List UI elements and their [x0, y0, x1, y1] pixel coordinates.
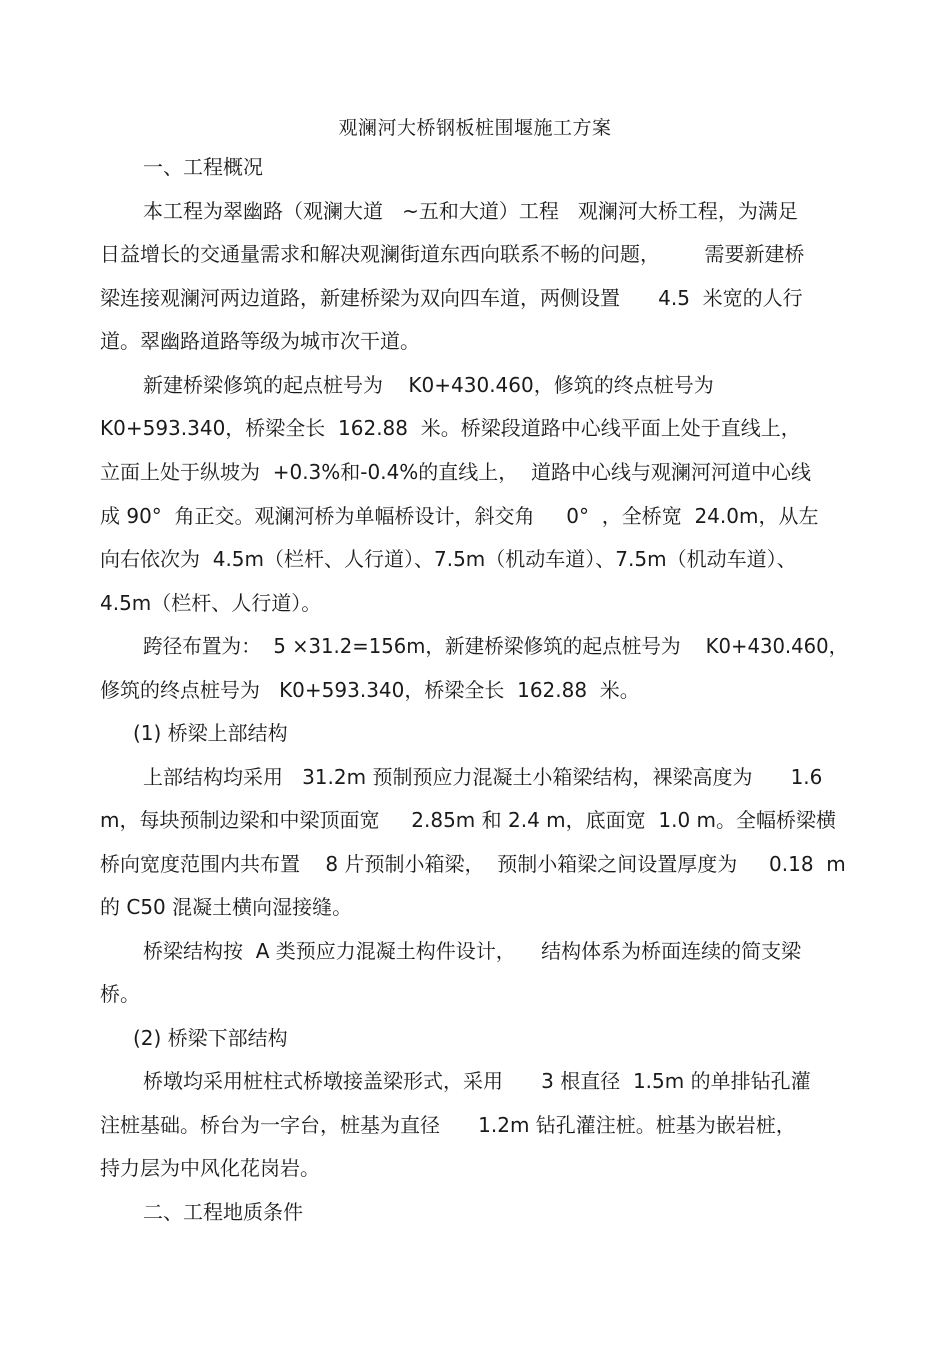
paragraph-line: 上部结构均采用 31.2m 预制预应力混凝土小箱梁结构，裸梁高度为 1.6 [143, 765, 823, 789]
paragraph-line: 桥向宽度范围内共布置 8 片预制小箱梁， 预制小箱梁之间设置厚度为 0.18 m [100, 852, 846, 876]
subheading-superstructure: (1) 桥梁上部结构 [133, 721, 288, 745]
paragraph-line: K0+593.340，桥梁全长 162.88 米。桥梁段道路中心线平面上处于直线上， [100, 416, 801, 440]
paragraph-line: 桥梁结构按 A 类预应力混凝土构件设计， 结构体系为桥面连续的简支梁 [143, 939, 802, 963]
document-title: 观澜河大桥钢板桩围堰施工方案 [338, 117, 612, 139]
paragraph-line: 立面上处于纵坡为 +0.3%和-0.4%的直线上， 道路中心线与观澜河河道中心线 [100, 460, 812, 484]
section-heading-geology: 二、工程地质条件 [143, 1200, 303, 1224]
paragraph-line: 跨径布置为： 5 ×31.2=156m，新建桥梁修筑的起点桩号为 K0+430.460， [143, 634, 849, 658]
paragraph-line: 桥。 [100, 982, 140, 1006]
paragraph-line: 修筑的终点桩号为 K0+593.340，桥梁全长 162.88 米。 [100, 678, 640, 702]
paragraph-line: 成 90° 角正交。观澜河桥为单幅桥设计，斜交角 0° ，全桥宽 24.0m，从左 [100, 504, 819, 528]
paragraph-line: 本工程为翠幽路（观澜大道 ~五和大道）工程 观澜河大桥工程，为满足 [143, 199, 798, 223]
paragraph-line: 的 C50 混凝土横向湿接缝。 [100, 895, 353, 919]
paragraph-line: 道。翠幽路道路等级为城市次干道。 [100, 329, 420, 353]
paragraph-line: 向右依次为 4.5m（栏杆、人行道）、7.5m（机动车道）、7.5m（机动车道）、 [100, 547, 797, 571]
paragraph-line: 4.5m（栏杆、人行道）。 [100, 591, 322, 615]
paragraph-line: 新建桥梁修筑的起点桩号为 K0+430.460，修筑的终点桩号为 [143, 373, 714, 397]
section-heading-overview: 一、工程概况 [143, 155, 263, 179]
paragraph-line: 日益增长的交通量需求和解决观澜街道东西向联系不畅的问题， 需要新建桥 [100, 242, 805, 266]
paragraph-line: 注桩基础。桥台为一字台，桩基为直径 1.2m 钻孔灌注桩。桩基为嵌岩桩， [100, 1113, 796, 1137]
paragraph-line: m，每块预制边梁和中梁顶面宽 2.85m 和 2.4 m，底面宽 1.0 m。全幅桥梁横 [100, 808, 837, 832]
paragraph-line: 持力层为中风化花岗岩。 [100, 1156, 320, 1180]
paragraph-line: 桥墩均采用桩柱式桥墩接盖梁形式，采用 3 根直径 1.5m 的单排钻孔灌 [143, 1069, 811, 1093]
paragraph-line: 梁连接观澜河两边道路，新建桥梁为双向四车道，两侧设置 4.5 米宽的人行 [100, 286, 803, 310]
subheading-substructure: (2) 桥梁下部结构 [133, 1026, 288, 1050]
